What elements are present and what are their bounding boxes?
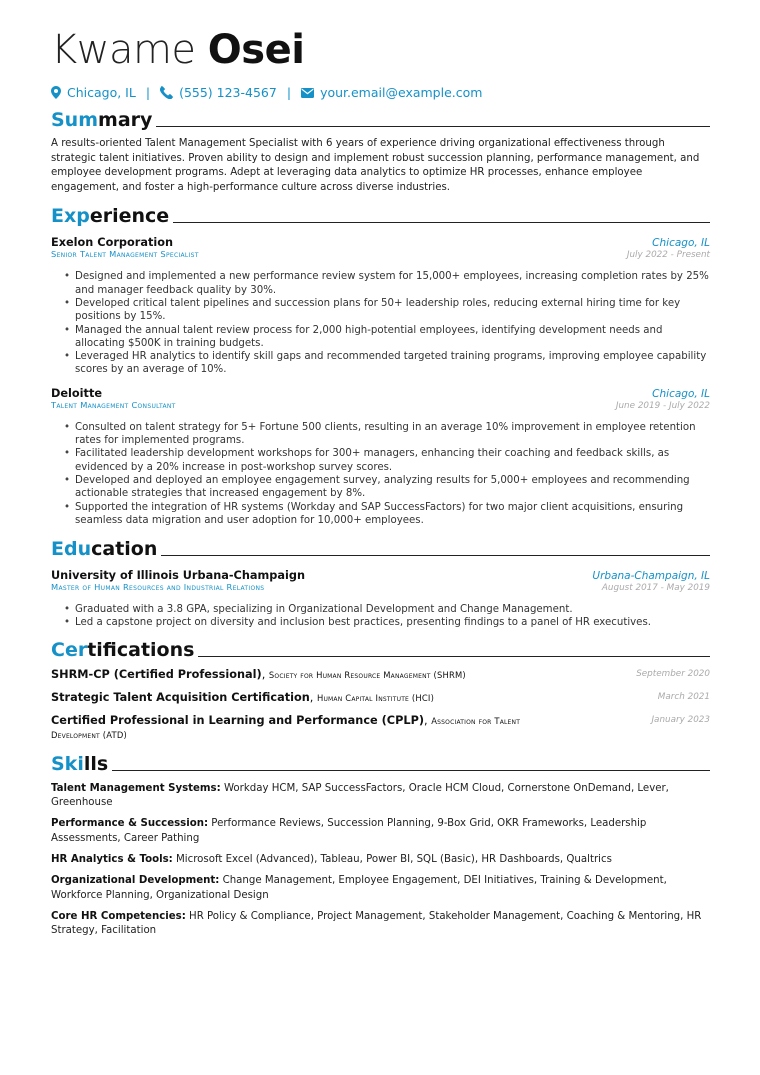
experience-header (51, 204, 710, 228)
phone-text: (555) 123-4567 (179, 85, 277, 100)
contact-email[interactable] (301, 85, 482, 100)
list-item: • Leveraged HR analytics to identify skill gaps and recommended targeted training programs, improving employee capability scores by an average of 10%. (75, 350, 710, 377)
skill-label: Organizational Development: (51, 875, 220, 887)
list-item: • Graduated with a 3.8 GPA, specializing in Organizational Development and Change Management. (75, 603, 710, 616)
education-bullets (51, 603, 710, 630)
candidate-name (51, 24, 710, 76)
list-item: • Led a capstone project on diversity and inclusion best practices, presenting findings to a panel of HR executives. (75, 616, 710, 629)
location-text: Chicago, IL (67, 85, 136, 100)
cert-item: Strategic Talent Acquisition Certification, Human Capital Institute (HCI) March 2021 (51, 690, 710, 704)
certifications-header (51, 638, 710, 662)
skill-label: Core HR Competencies: (51, 910, 186, 922)
map-pin-icon (51, 86, 61, 99)
job-role: Senior Talent Management Specialist (51, 249, 199, 260)
cert-issuer: Society for Human Resource Management (SHRM) (268, 669, 466, 680)
school-location: Urbana-Champaign, IL (592, 570, 710, 583)
job-dates: July 2022 - Present (626, 250, 710, 261)
skill-label: Talent Management Systems: (51, 782, 221, 794)
list-item: • Managed the annual talent review process for 2,000 high-potential employees, identifying development needs and allocating $500K in training budgets. (75, 324, 710, 351)
section-rule (173, 222, 710, 223)
summary-title: Summary (51, 109, 153, 131)
section-rule (161, 555, 710, 556)
cert-name: SHRM-CP (Certified Professional) (51, 667, 262, 681)
section-rule (112, 770, 710, 771)
job-location: Chicago, IL (652, 387, 710, 400)
skill-row (51, 910, 710, 939)
job-role: Talent Management Consultant (51, 399, 176, 410)
section-rule (156, 126, 710, 127)
skill-value: HR Policy & Compliance, Project Management, Stakeholder Management, Coaching & Mentoring, HR Strategy, Facilitation (51, 910, 702, 937)
list-item: • Developed and deployed an employee engagement survey, analyzing results for 5,000+ employees and recommending actionable strategies that increased engagement by 8%. (75, 474, 710, 501)
list-item: • Facilitated leadership development workshops for 300+ managers, enhancing their coaching and feedback skills, as evidenced by a 20% increase in post-workshop survey scores. (75, 447, 710, 474)
job-dates: June 2019 - July 2022 (615, 400, 710, 411)
contact-location (51, 85, 136, 100)
experience-title: Experience (51, 205, 170, 228)
skills-header (51, 752, 710, 776)
job-bullets (51, 421, 710, 527)
list-item: • Designed and implemented a new performance review system for 15,000+ employees, increasing completion rates by 25% and manager feedback quality by 30%. (75, 270, 710, 297)
skill-row (51, 874, 710, 903)
cert-date: September 2020 (636, 668, 710, 679)
cert-issuer: Human Capital Institute (HCI) (316, 692, 435, 703)
list-item: • Consulted on talent strategy for 5+ Fortune 500 clients, resulting in an average 10% improvement in employee retention rates for implemented programs. (75, 421, 710, 448)
cert-date: March 2021 (657, 691, 710, 702)
skill-value: Microsoft Excel (Advanced), Tableau, Power BI, SQL (Basic), HR Dashboards, Qualtrics (175, 853, 612, 865)
email-text: your.email@example.com (320, 85, 483, 100)
job-location: Chicago, IL (652, 237, 710, 250)
cert-date: January 2023 (651, 714, 710, 725)
skill-row (51, 853, 710, 867)
cert-name: Certified Professional in Learning and Performance (CPLP) (51, 713, 425, 727)
contact-separator: | (286, 85, 292, 100)
list-item: • Supported the integration of HR systems (Workday and SAP SuccessFactors) for two major client acquisitions, ensuring seamless data migration and user adoption for 10,000+ employees. (75, 501, 710, 528)
last-name: Osei (207, 27, 305, 73)
contact-info (51, 85, 710, 100)
section-rule (198, 656, 710, 657)
school-name: University of Illinois Urbana-Champaign (51, 569, 305, 583)
degree: Master of Human Resources and Industrial Relations (51, 582, 265, 593)
cert-item: SHRM-CP (Certified Professional), Society for Human Resource Management (SHRM) September 2020 (51, 667, 710, 681)
summary-header (51, 108, 710, 132)
skill-value: Performance Reviews, Succession Planning, 9-Box Grid, OKR Frameworks, Leadership Assessments, Career Pathing (51, 818, 647, 844)
skill-value: Change Management, Employee Engagement, DEI Initiatives, Training & Development, Workforce Planning, Organizational Design (51, 875, 667, 901)
education-title: Education (51, 538, 158, 561)
certifications-title: Certifications (51, 638, 195, 661)
contact-separator: | (145, 85, 151, 100)
job-entry-deloitte (51, 387, 710, 527)
job-bullets (51, 270, 710, 376)
list-item: • Developed critical talent pipelines and succession plans for 50+ leadership roles, reducing external hiring time for key positions by 15%. (75, 297, 710, 324)
job-org: Exelon Corporation (51, 236, 174, 250)
education-dates: August 2017 - May 2019 (601, 583, 710, 594)
phone-icon (160, 86, 173, 99)
job-org: Deloitte (51, 386, 103, 400)
skill-row (51, 817, 710, 846)
skill-label: HR Analytics & Tools: (51, 853, 173, 865)
cert-issuer: Association for Talent Development (ATD) (51, 715, 521, 740)
first-name: Kwame (51, 27, 196, 73)
summary-text: A results-oriented Talent Management Specialist with 6 years of experience driving organizational effectiveness through strategic talent initiatives. Proven ability to design and implement robust succession planning, performance management, and employee development programs. Adept at leveraging data analytics to optimize HR processes, enhance employee engagement, and foster a high-performance culture across diverse industries. (51, 138, 700, 193)
job-entry-exelon (51, 236, 710, 376)
skills-title: Skills (51, 752, 109, 775)
education-header (51, 537, 710, 561)
cert-name: Strategic Talent Acquisition Certification (51, 690, 310, 704)
education-entry (51, 569, 710, 630)
skill-value: Workday HCM, SAP SuccessFactors, Oracle HCM Cloud, Cornerstone OnDemand, Lever, Greenhouse (51, 782, 669, 809)
contact-phone[interactable] (160, 85, 277, 100)
skill-row (51, 782, 710, 811)
skill-label: Performance & Succession: (51, 818, 209, 830)
cert-item: Certified Professional in Learning and Performance (CPLP), Association for Talent Development (ATD) January 2023 (51, 713, 710, 740)
envelope-icon (301, 88, 314, 98)
